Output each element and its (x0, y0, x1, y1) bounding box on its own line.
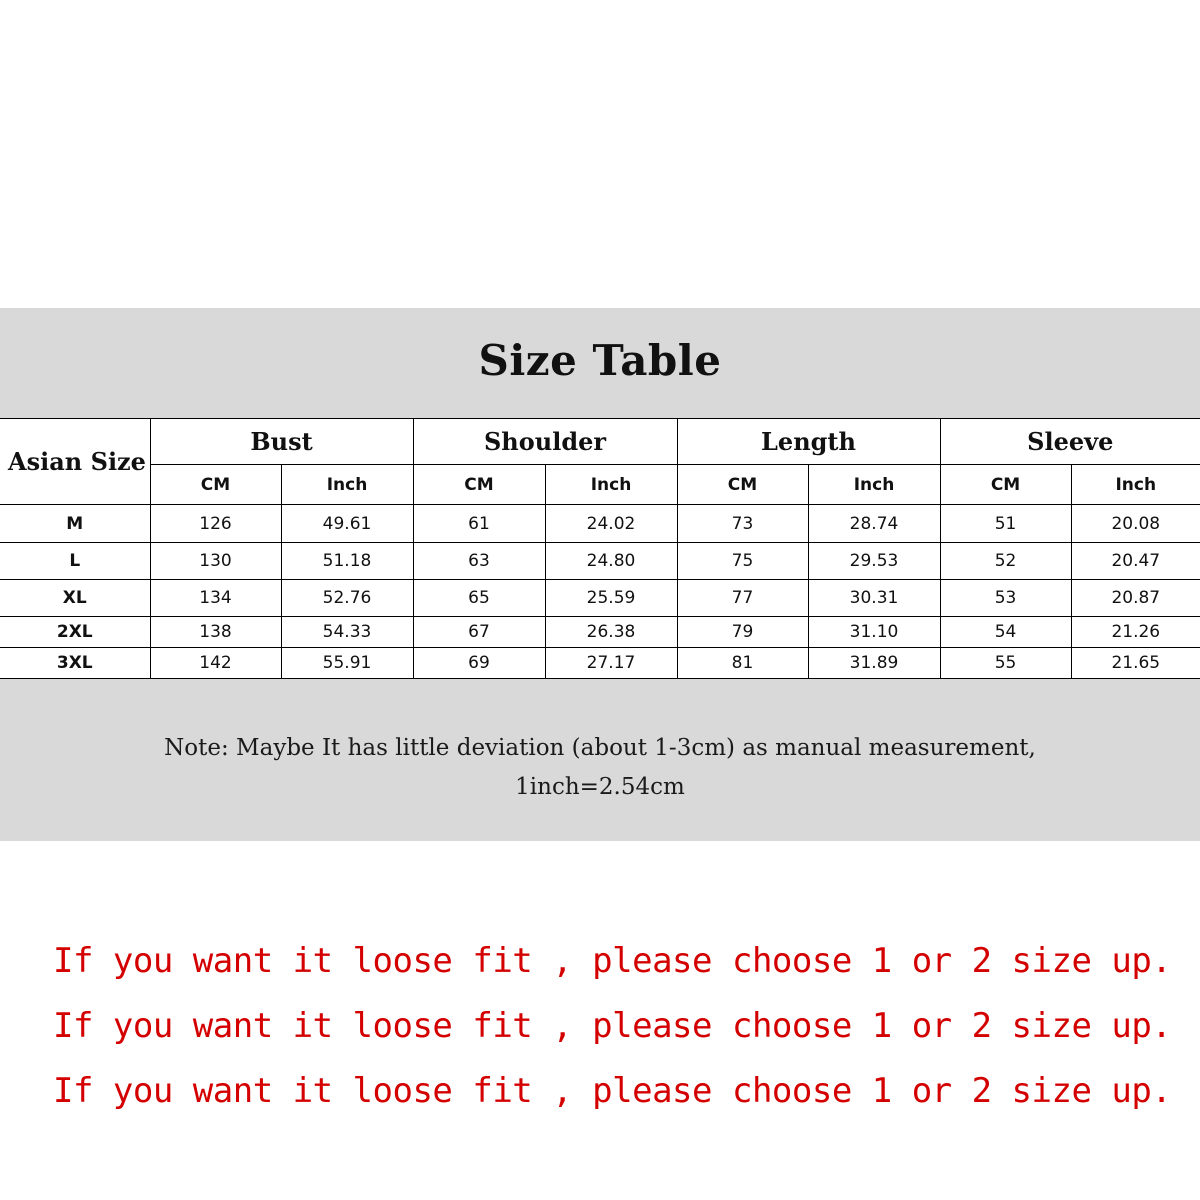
table-cell: 52.76 (281, 580, 413, 617)
asian-size-header: Asian Size (0, 419, 150, 505)
size-label: XL (0, 580, 150, 617)
table-cell: 24.02 (545, 505, 677, 543)
table-cell: 31.10 (808, 617, 940, 648)
size-label: 3XL (0, 648, 150, 679)
size-table (0, 418, 1200, 679)
fit-tip-line: If you want it loose fit , please choose 1 or 2 size up. (53, 941, 1172, 981)
table-cell: 126 (150, 505, 281, 543)
table-cell: 26.38 (545, 617, 677, 648)
table-cell: 28.74 (808, 505, 940, 543)
table-cell: 77 (677, 580, 808, 617)
note-line: 1inch=2.54cm (515, 774, 685, 800)
table-cell: 49.61 (281, 505, 413, 543)
table-cell: 51.18 (281, 543, 413, 580)
table-cell: 20.08 (1071, 505, 1200, 543)
unit-header: Inch (1071, 465, 1200, 505)
table-cell: 53 (940, 580, 1071, 617)
table-row (0, 543, 1200, 580)
table-cell: 79 (677, 617, 808, 648)
measurement-note (0, 729, 1200, 807)
unit-header: CM (677, 465, 808, 505)
table-cell: 61 (413, 505, 545, 543)
table-cell: 20.87 (1071, 580, 1200, 617)
fit-tip-line: If you want it loose fit , please choose 1 or 2 size up. (53, 1071, 1172, 1111)
table-cell: 73 (677, 505, 808, 543)
table-row (0, 580, 1200, 617)
table-cell: 27.17 (545, 648, 677, 679)
unit-header-row (0, 465, 1200, 505)
table-cell: 30.31 (808, 580, 940, 617)
table-cell: 55 (940, 648, 1071, 679)
unit-header: Inch (281, 465, 413, 505)
unit-header: Inch (545, 465, 677, 505)
table-cell: 65 (413, 580, 545, 617)
table-cell: 21.65 (1071, 648, 1200, 679)
table-row (0, 505, 1200, 543)
length-header: Length (677, 419, 940, 465)
table-cell: 81 (677, 648, 808, 679)
table-cell: 51 (940, 505, 1071, 543)
table-cell: 63 (413, 543, 545, 580)
table-cell: 75 (677, 543, 808, 580)
fit-tips (53, 935, 1193, 1130)
table-cell: 134 (150, 580, 281, 617)
table-cell: 130 (150, 543, 281, 580)
note-line: Note: Maybe It has little deviation (about 1-3cm) as manual measurement, (164, 735, 1036, 761)
table-cell: 31.89 (808, 648, 940, 679)
table-cell: 25.59 (545, 580, 677, 617)
size-label: 2XL (0, 617, 150, 648)
table-cell: 55.91 (281, 648, 413, 679)
bust-header: Bust (150, 419, 413, 465)
table-cell: 69 (413, 648, 545, 679)
table-cell: 29.53 (808, 543, 940, 580)
size-label: M (0, 505, 150, 543)
unit-header: CM (150, 465, 281, 505)
group-header-row (0, 419, 1200, 465)
unit-header: Inch (808, 465, 940, 505)
size-label: L (0, 543, 150, 580)
unit-header: CM (413, 465, 545, 505)
table-cell: 52 (940, 543, 1071, 580)
table-cell: 54 (940, 617, 1071, 648)
table-row (0, 617, 1200, 648)
table-row (0, 648, 1200, 679)
unit-header: CM (940, 465, 1071, 505)
table-cell: 24.80 (545, 543, 677, 580)
sleeve-header: Sleeve (940, 419, 1200, 465)
table-cell: 142 (150, 648, 281, 679)
table-cell: 138 (150, 617, 281, 648)
table-cell: 67 (413, 617, 545, 648)
table-cell: 54.33 (281, 617, 413, 648)
table-cell: 20.47 (1071, 543, 1200, 580)
table-cell: 21.26 (1071, 617, 1200, 648)
page-title: Size Table (478, 336, 722, 385)
fit-tip-line: If you want it loose fit , please choose 1 or 2 size up. (53, 1006, 1172, 1046)
shoulder-header: Shoulder (413, 419, 677, 465)
